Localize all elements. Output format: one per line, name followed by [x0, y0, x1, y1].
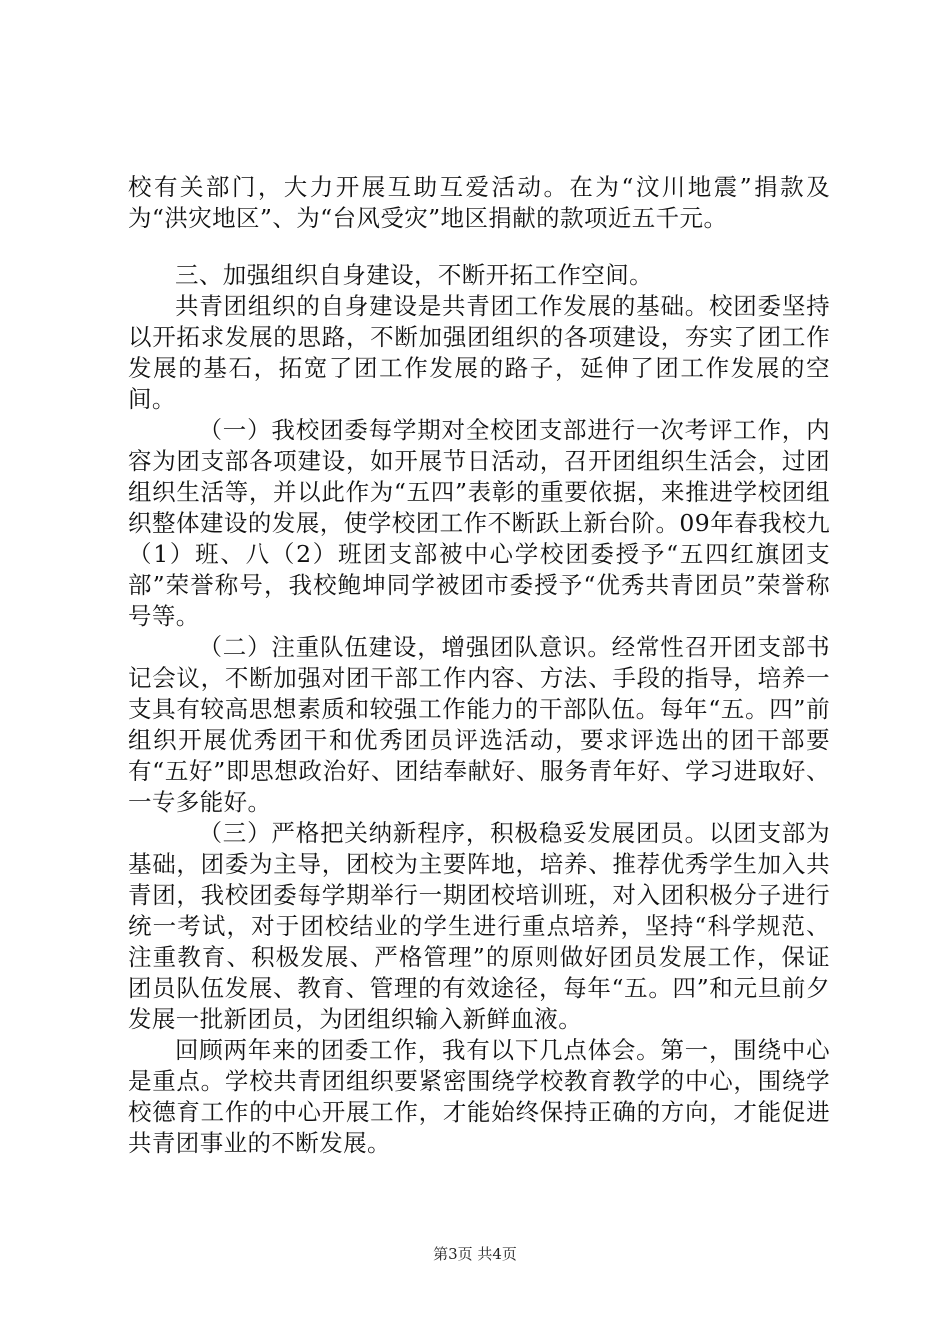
section-heading: 三、加强组织自身建设，不断开拓工作空间。	[175, 261, 653, 289]
document-body	[128, 172, 830, 1159]
paragraph-intro: 共青团组织的自身建设是共青团工作发展的基础。校团委坚持以开拓求发展的思路，不断加强团组织的各项建设，夯实了团工作发展的基石，拓宽了团工作发展的路子，延伸了团工作发展的空间。	[128, 292, 830, 413]
paragraph-continuation: 校有关部门，大力开展互助互爱活动。在为“汶川地震”捐款及为“洪灾地区”、为“台风受灾”地区捐献的款项近五千元。	[128, 173, 830, 232]
paragraph-item-3: （三）严格把关纳新程序，积极稳妥发展团员。以团支部为基础，团委为主导，团校为主要阵地，培养、推荐优秀学生加入共青团，我校团委每学期举行一期团校培训班，对入团积极分子进行统一考试，对于团校结业的学生进行重点培养，坚持“科学规范、注重教育、积极发展、严格管理”的原则做好团员发展工作，保证团员队伍发展、教育、管理的有效途径，每年“五。四”和元旦前夕发展一批新团员，为团组织输入新鲜血液。	[128, 819, 830, 1033]
paragraph-review: 回顾两年来的团委工作，我有以下几点体会。第一，围绕中心是重点。学校共青团组织要紧密围绕学校教育教学的中心，围绕学校德育工作的中心开展工作，才能始终保持正确的方向，才能促进共青团事业的不断发展。	[128, 1036, 830, 1157]
paragraph-item-1: （一）我校团委每学期对全校团支部进行一次考评工作，内容为团支部各项建设，如开展节日活动，召开团组织生活会，过团组织生活等，并以此作为“五四”表彰的重要依据，来推进学校团组织整体建设的发展，使学校团工作不断跃上新台阶。09年春我校九（1）班、八（2）班团支部被中心学校团委授予“五四红旗团支部”荣誉称号，我校鲍坤同学被团市委授予“优秀共青团员”荣誉称号等。	[128, 416, 830, 630]
page-number-footer: 第3页 共4页	[433, 1245, 517, 1263]
paragraph-item-2: （二）注重队伍建设，增强团队意识。经常性召开团支部书记会议，不断加强对团干部工作内容、方法、手段的指导，培养一支具有较高思想素质和较强工作能力的干部队伍。每年“五。四”前组织开展优秀团干和优秀团员评选活动，要求评选出的团干部要有“五好”即思想政治好、团结奉献好、服务青年好、学习进取好、一专多能好。	[128, 633, 830, 816]
